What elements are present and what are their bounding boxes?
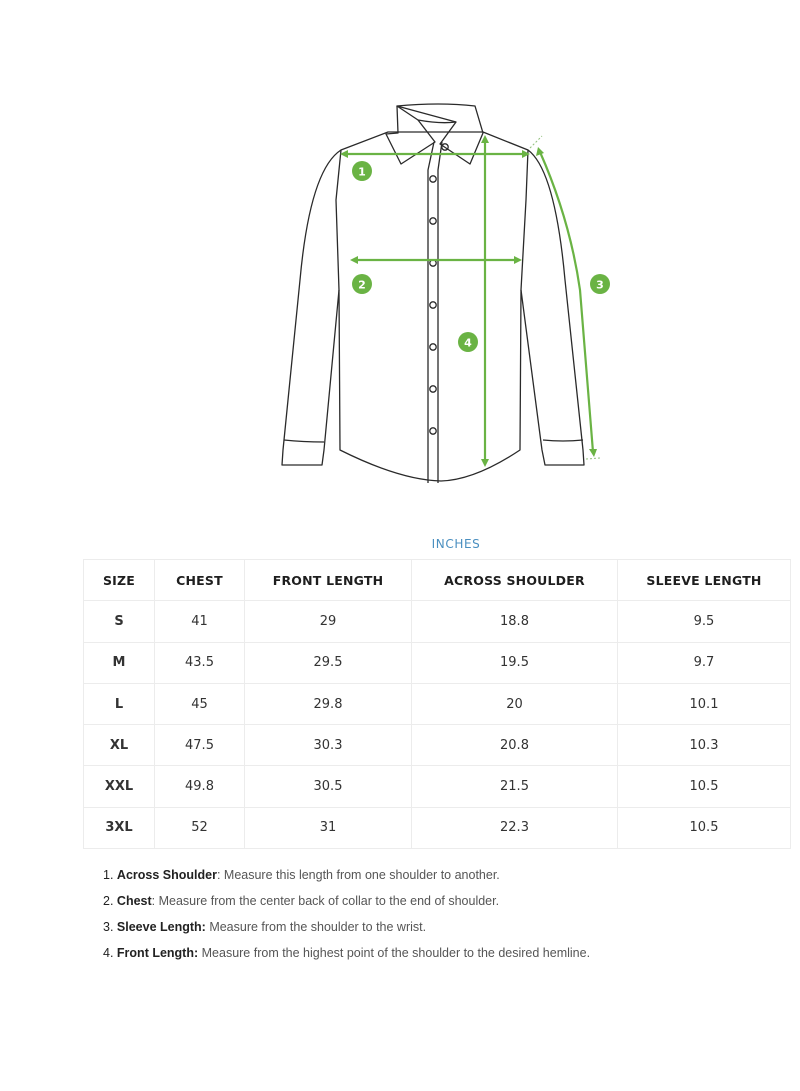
note-term: Across Shoulder: [116, 868, 217, 882]
marker-2-icon: [352, 274, 372, 294]
chest-cell: 43.5: [155, 642, 245, 683]
sleeve-length-cell: 10.5: [618, 807, 791, 848]
table-header-row: [84, 560, 791, 601]
header-chest: CHEST: [155, 560, 245, 601]
header-sleeve-length: SLEEVE LENGTH: [618, 560, 791, 601]
note-item: 4. Front Length: Measure from the highest point of the shoulder to the desired hemline.: [103, 946, 591, 960]
across-shoulder-cell: 19.5: [412, 642, 618, 683]
front-length-cell: 29: [245, 601, 412, 642]
shirt-measurement-diagram: [270, 90, 620, 490]
across-shoulder-cell: 20: [412, 683, 618, 724]
units-label: INCHES: [431, 537, 481, 551]
size-cell: L: [84, 683, 155, 724]
across-shoulder-cell: 18.8: [412, 601, 618, 642]
sleeve-length-cell: 10.3: [618, 725, 791, 766]
sleeve-length-cell: 10.5: [618, 766, 791, 807]
note-text: Measure from the shoulder to the wrist.: [205, 920, 427, 934]
note-text: Measure from the highest point of the shoulder to the desired hemline.: [198, 946, 591, 960]
front-length-cell: 29.5: [245, 642, 412, 683]
note-item: 1. Across Shoulder: Measure this length from one shoulder to another.: [103, 868, 500, 882]
front-length-cell: 29.8: [245, 683, 412, 724]
table-row: [84, 601, 791, 642]
header-front-length: FRONT LENGTH: [245, 560, 412, 601]
chest-cell: 41: [155, 601, 245, 642]
marker-badges: [352, 161, 610, 352]
chest-cell: 45: [155, 683, 245, 724]
across-shoulder-cell: 21.5: [412, 766, 618, 807]
shirt-outline: [282, 104, 584, 483]
across-shoulder-cell: 20.8: [412, 725, 618, 766]
sleeve-length-cell: 10.1: [618, 683, 791, 724]
svg-text:3: 3: [596, 278, 604, 292]
note-term: Sleeve Length:: [116, 920, 206, 934]
note-text: Measure this length from one shoulder to another.: [220, 868, 500, 882]
marker-4-icon: [458, 332, 478, 352]
table-row: [84, 642, 791, 683]
size-cell: XXL: [84, 766, 155, 807]
size-cell: S: [84, 601, 155, 642]
svg-text:4: 4: [464, 336, 472, 350]
marker-3-icon: [590, 274, 610, 294]
measurement-lines: [340, 135, 597, 467]
note-term: Front Length:: [116, 946, 199, 960]
svg-text:1: 1: [358, 165, 366, 179]
table-row: [84, 725, 791, 766]
size-cell: 3XL: [84, 807, 155, 848]
header-size: SIZE: [84, 560, 155, 601]
note-term: Chest: [116, 894, 152, 908]
size-chart-table: [83, 559, 791, 849]
front-length-cell: 31: [245, 807, 412, 848]
across-shoulder-cell: 22.3: [412, 807, 618, 848]
note-item: 3. Sleeve Length: Measure from the shoulder to the wrist.: [103, 920, 427, 934]
front-length-cell: 30.3: [245, 725, 412, 766]
svg-text:2: 2: [358, 278, 366, 292]
sleeve-length-cell: 9.7: [618, 642, 791, 683]
size-cell: XL: [84, 725, 155, 766]
marker-1-icon: [352, 161, 372, 181]
size-cell: M: [84, 642, 155, 683]
measurement-notes: [103, 867, 703, 971]
chest-cell: 49.8: [155, 766, 245, 807]
note-text: Measure from the center back of collar to the end of shoulder.: [155, 894, 500, 908]
chest-cell: 47.5: [155, 725, 245, 766]
table-row: [84, 766, 791, 807]
front-length-cell: 30.5: [245, 766, 412, 807]
chest-cell: 52: [155, 807, 245, 848]
note-item: 2. Chest: Measure from the center back of collar to the end of shoulder.: [103, 894, 500, 908]
header-across-shoulder: ACROSS SHOULDER: [412, 560, 618, 601]
table-row: [84, 807, 791, 848]
sleeve-length-cell: 9.5: [618, 601, 791, 642]
table-row: [84, 683, 791, 724]
